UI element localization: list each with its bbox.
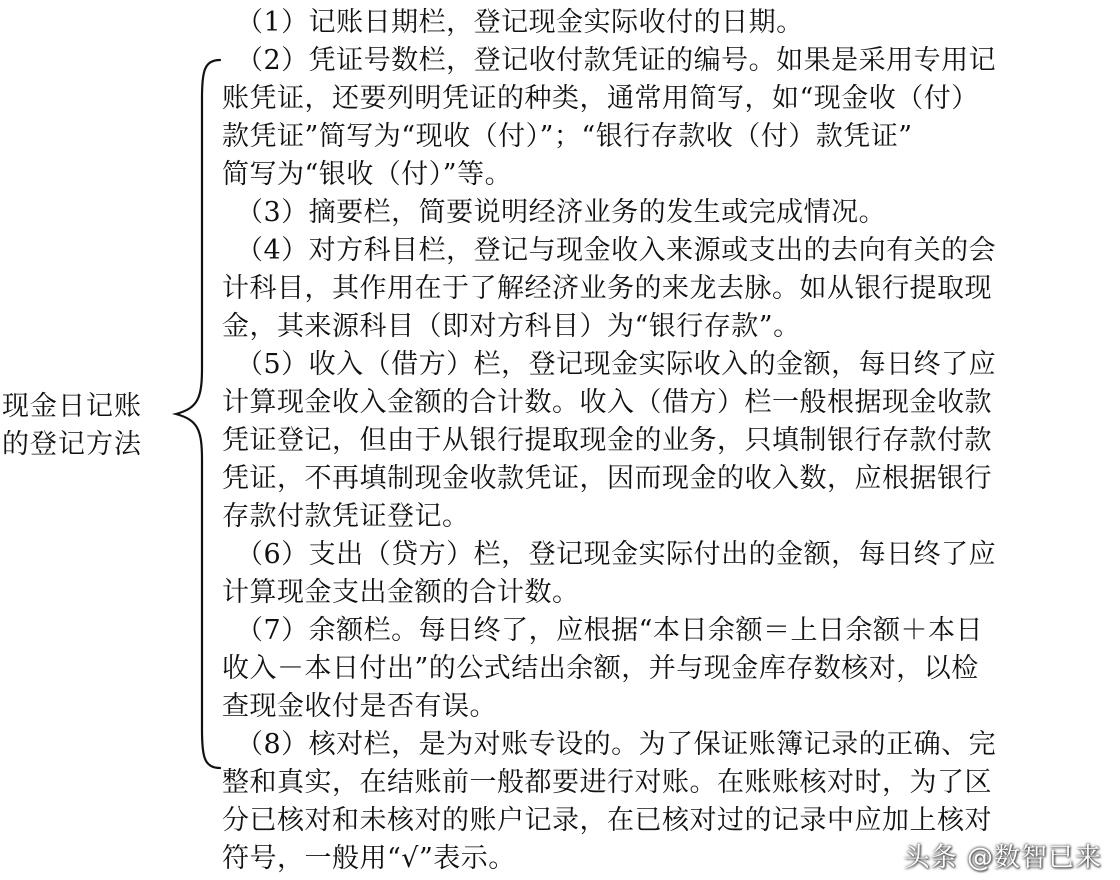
watermark: 头条 @数智已来 [903,843,1102,873]
method-item-line: 查现金收付是否有误。 [222,691,497,722]
method-item-line: 收入－本日付出”的公式结出余额，并与现金库存数核对，以检 [222,653,979,684]
method-item-line: 分已核对和未核对的账户记录，在已核对过的记录中应加上核对 [222,805,992,836]
method-item-line: 符号，一般用“√”表示。 [222,843,516,874]
method-item-line: 计科目，其作用在于了解经济业务的来龙去脉。如从银行提取现 [222,273,992,304]
method-item-line: （8）核对栏，是为对账专设的。为了保证账簿记录的正确、完 [236,729,997,760]
method-item-line: 计算现金支出金额的合计数。 [222,577,580,608]
method-item-line: （1）记账日期栏，登记现金实际收付的日期。 [236,7,804,38]
method-item-line: （5）收入（借方）栏，登记现金实际收入的金额，每日终了应 [236,349,997,380]
method-item-4 [222,232,1118,346]
method-item-line: 账凭证，还要列明凭证的种类，通常用简写，如“现金收（付） [222,83,979,114]
root-label-line-1: 现金日记账 [2,391,142,422]
method-item-line: 凭证，不再填制现金收款凭证，因而现金的收入数，应根据银行 [222,463,992,494]
method-item-line: 金，其来源科目（即对方科目）为“银行存款”。 [222,311,801,342]
method-item-7 [222,612,1118,726]
method-item-1 [222,4,1118,42]
method-item-2 [222,42,1118,194]
method-item-line: （6）支出（贷方）栏，登记现金实际付出的金额，每日终了应 [236,539,997,570]
curly-brace-connector [168,58,228,770]
method-item-line: （4）对方科目栏，登记与现金收入来源或支出的去向有关的会 [236,235,997,266]
method-item-line: （2）凭证号数栏，登记收付款凭证的编号。如果是采用专用记 [236,45,997,76]
method-item-line: 凭证登记，但由于从银行提取现金的业务，只填制银行存款付款 [222,425,992,456]
method-item-line: 计算现金收入金额的合计数。收入（借方）栏一般根据现金收款 [222,387,992,418]
method-item-5 [222,346,1118,536]
method-item-line: 款凭证”简写为“现收（付）”；“银行存款收（付）款凭证” [222,121,913,152]
method-item-line: 存款付款凭证登记。 [222,501,470,532]
root-label-line-2: 的登记方法 [2,429,142,460]
method-item-3 [222,194,1118,232]
method-item-line: 整和真实，在结账前一般都要进行对账。在账账核对时，为了区 [222,767,992,798]
method-item-line: （3）摘要栏，简要说明经济业务的发生或完成情况。 [236,197,887,228]
method-item-6 [222,536,1118,612]
method-items [222,4,1118,878]
method-item-line: （7）余额栏。每日终了，应根据“本日余额＝上日余额＋本日 [236,615,983,646]
root-label [2,388,172,464]
method-item-line: 简写为“银收（付）”等。 [222,159,513,190]
